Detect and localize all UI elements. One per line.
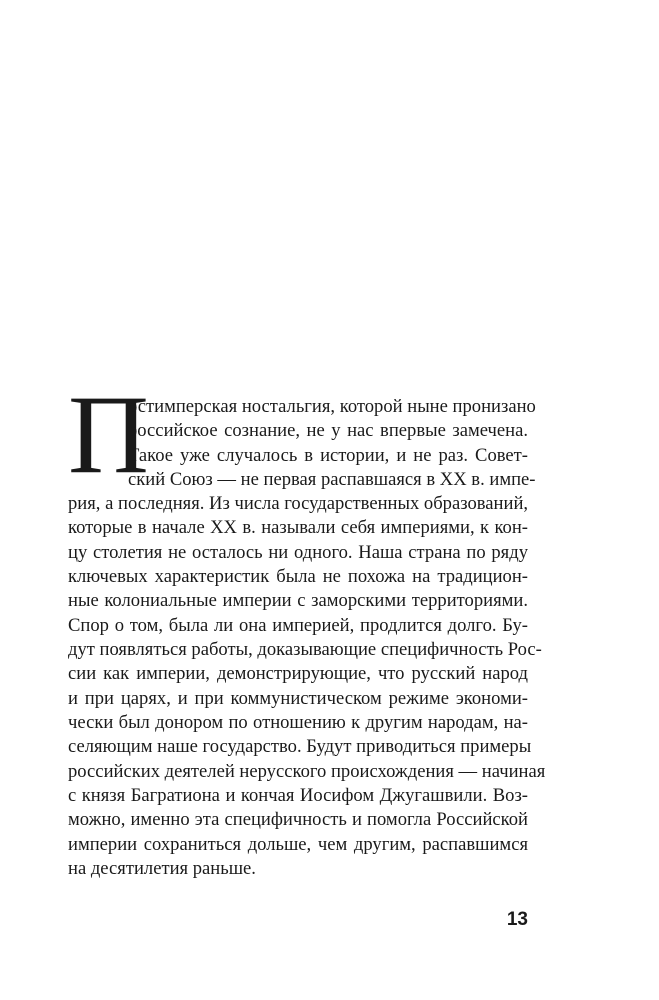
paragraph-line: сии как империи, демонстрирующие, что русский народ [68,663,528,684]
paragraph-line: российское сознание, не у нас впервые замечена. [128,420,528,441]
paragraph-line: чески был донором по отношению к другим народам, на- [68,712,528,733]
paragraph-line: которые в начале XX в. называли себя империями, к кон- [68,517,528,538]
paragraph-line: Такое уже случалось в истории, и не раз. Совет- [128,445,528,466]
drop-cap-letter: П [68,373,149,497]
paragraph-line: российских деятелей нерусского происхождения — начиная [68,761,546,782]
paragraph-line: остимперская ностальгия, которой ныне пронизано [128,396,536,417]
paragraph-line: ные колониальные империи с заморскими территориями. [68,590,528,611]
paragraph-line: селяющим наше государство. Будут приводиться примеры [68,736,532,757]
paragraph-line: Спор о том, была ли она империей, продлится долго. Бу- [68,615,528,636]
page-number: 13 [506,909,528,930]
paragraph-line: дут появляться работы, доказывающие специфичность Рос- [68,639,542,660]
paragraph-line: рия, а последняя. Из числа государственных образований, [68,493,529,514]
paragraph-line: и при царях, и при коммунистическом режиме экономи- [68,688,528,709]
paragraph-line: ключевых характеристик была не похожа на традицион- [68,566,528,587]
paragraph-line: с князя Багратиона и кончая Иосифом Джугашвили. Воз- [68,785,528,806]
paragraph-line: цу столетия не осталось ни одного. Наша страна по ряду [68,542,528,563]
paragraph-line: на десятилетия раньше. [68,858,256,879]
paragraph-line: империи сохраниться дольше, чем другим, распавшимся [68,834,528,855]
paragraph-line: ский Союз — не первая распавшаяся в XX в. импе- [128,469,536,490]
paragraph-line: можно, именно эта специфичность и помогла Российской [68,809,528,830]
